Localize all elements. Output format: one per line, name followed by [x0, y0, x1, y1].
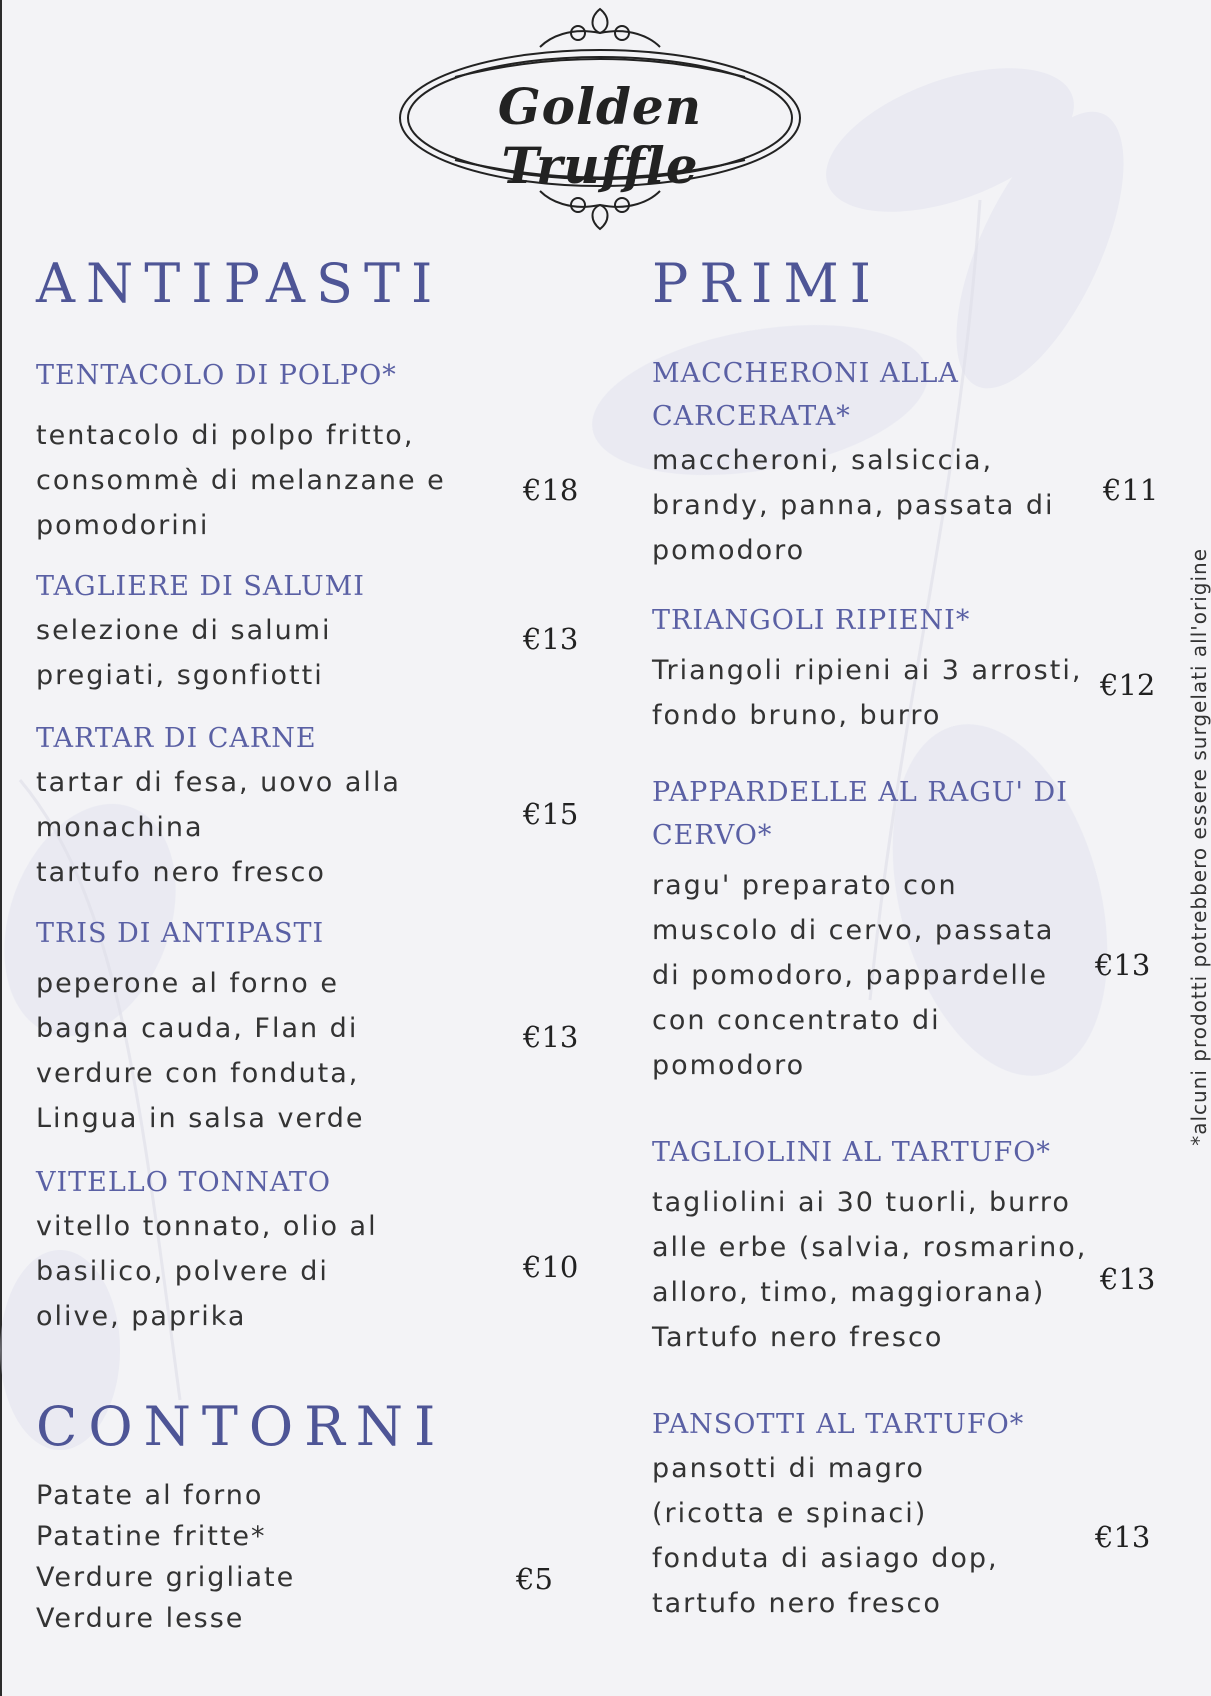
- frozen-products-note: *alcuni prodotti potrebbero essere surgelati all'origine: [1187, 548, 1211, 1146]
- contorni-title: CONTORNI: [36, 1395, 447, 1458]
- antipasti-title: ANTIPASTI: [36, 252, 444, 315]
- item-description: selezione di salumi pregiati, sgonfiotti: [36, 615, 332, 691]
- item-name: TENTACOLO DI POLPO*: [36, 360, 397, 391]
- item-price: €12: [1100, 668, 1156, 702]
- item-price: €13: [1095, 1520, 1151, 1554]
- item-name: MACCHERONI ALLA CARCERATA*: [652, 358, 959, 432]
- item-description: tartar di fesa, uovo alla monachina tartufo nero fresco: [36, 767, 401, 888]
- item-description: tentacolo di polpo fritto, consommè di melanzane e pomodorini: [36, 420, 446, 541]
- page-edge: [0, 0, 2, 1696]
- item-price: €18: [523, 473, 579, 507]
- primi-item: [652, 1403, 1024, 1626]
- brand-name: Golden Truffle: [497, 77, 703, 195]
- primi-item: [652, 1131, 1087, 1360]
- item-name: PANSOTTI AL TARTUFO*: [652, 1409, 1025, 1440]
- item-price: €13: [523, 622, 579, 656]
- item-name: VITELLO TONNATO: [36, 1167, 332, 1198]
- item-name: TAGLIERE DI SALUMI: [36, 571, 365, 602]
- contorni-list: [36, 1475, 295, 1639]
- antipasti-item: [36, 1161, 378, 1339]
- item-description: vitello tonnato, olio al basilico, polvere di olive, paprika: [36, 1211, 378, 1332]
- item-name: TARTAR DI CARNE: [36, 723, 317, 754]
- antipasti-item: [36, 565, 365, 698]
- item-description: peperone al forno e bagna cauda, Flan di verdure con fonduta, Lingua in salsa verde: [36, 968, 365, 1134]
- item-description: Patate al forno Patatine fritte* Verdure grigliate Verdure lesse: [36, 1480, 296, 1634]
- primi-item: [652, 771, 1068, 1088]
- item-name: TRIS DI ANTIPASTI: [36, 918, 325, 949]
- item-name: PAPPARDELLE AL RAGU' DI CERVO*: [652, 777, 1068, 851]
- item-name: TRIANGOLI RIPIENI*: [652, 605, 971, 636]
- primi-title: PRIMI: [652, 252, 882, 315]
- item-price: €15: [523, 797, 579, 831]
- item-price: €10: [523, 1250, 579, 1284]
- item-description: Triangoli ripieni ai 3 arrosti, fondo bruno, burro: [652, 655, 1083, 731]
- item-price: €13: [1095, 948, 1151, 982]
- antipasti-item: [36, 354, 446, 548]
- item-price: €11: [1103, 473, 1159, 507]
- item-price: €5: [516, 1562, 553, 1596]
- item-description: ragu' preparato con muscolo di cervo, passata di pomodoro, pappardelle con concentrato di pomodoro: [652, 870, 1055, 1081]
- item-description: pansotti di magro (ricotta e spinaci) fonduta di asiago dop, tartufo nero fresco: [652, 1453, 999, 1619]
- primi-item: [652, 599, 1082, 738]
- primi-item: [652, 352, 1055, 573]
- item-description: maccheroni, salsiccia, brandy, panna, passata di pomodoro: [652, 445, 1055, 566]
- item-description: tagliolini ai 30 tuorli, burro alle erbe (salvia, rosmarino, alloro, timo, maggiorana) Tartufo nero fresco: [652, 1187, 1088, 1353]
- brand-logo: [395, 5, 815, 235]
- antipasti-item: [36, 912, 365, 1141]
- item-price: €13: [1100, 1262, 1156, 1296]
- item-name: TAGLIOLINI AL TARTUFO*: [652, 1137, 1051, 1168]
- antipasti-item: [36, 717, 401, 895]
- item-price: €13: [523, 1020, 579, 1054]
